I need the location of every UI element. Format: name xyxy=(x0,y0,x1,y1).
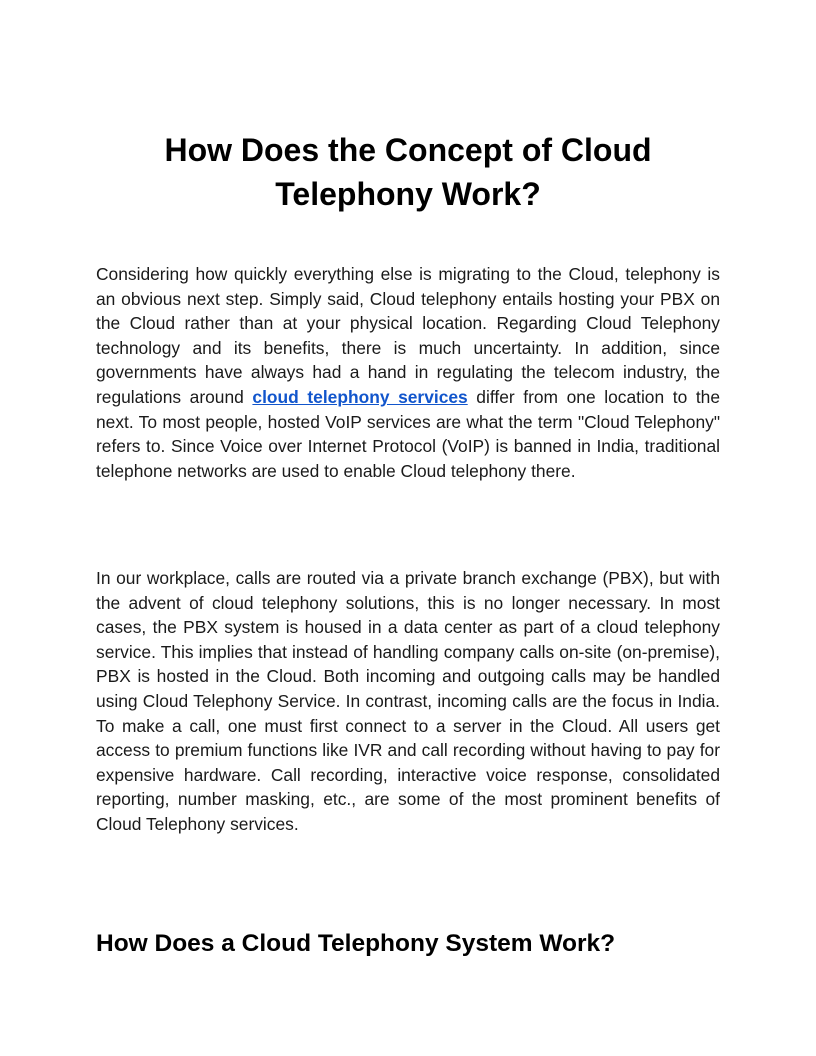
page-title: How Does the Concept of Cloud Telephony Work? xyxy=(164,132,652,212)
cloud-telephony-services-link[interactable]: cloud telephony services xyxy=(252,386,468,407)
intro-text-before-link: Considering how quickly everything else is migrating to the Cloud, telephony is an obvious next step. Simply said, Cloud telephony entails hosting your PBX on the Cloud rather than at your physical location. Regarding Cloud Telephony technology and its benefits, there is much uncertainty. In addition, since governments have always had a hand in regulating the telecom industry, the regulations around xyxy=(96,264,720,407)
pbx-paragraph: In our workplace, calls are routed via a private branch exchange (PBX), but with the advent of cloud telephony solutions, this is no longer necessary. In most cases, the PBX system is housed in a data center as part of a cloud telephony service. This implies that instead of handling company calls on-site (on-premise), PBX is hosted in the Cloud. Both incoming and outgoing calls may be handled using Cloud Telephony Service. In contrast, incoming calls are the focus in India. To make a call, one must first connect to a server in the Cloud. All users get access to premium functions like IVR and call recording without having to pay for expensive hardware. Call recording, interactive voice response, consolidated reporting, number masking, etc., are some of the most prominent benefits of Cloud Telephony services. xyxy=(96,568,720,834)
intro-text-after-link: differ from one location to the next. To most people, hosted VoIP services are what the term "Cloud Telephony" refers to. Since Voice over Internet Protocol (VoIP) is banned in India, traditional telephone networks are used to enable Cloud telephony there. xyxy=(96,386,721,481)
intro-paragraph xyxy=(96,262,720,483)
section-heading: How Does a Cloud Telephony System Work? xyxy=(96,930,616,957)
